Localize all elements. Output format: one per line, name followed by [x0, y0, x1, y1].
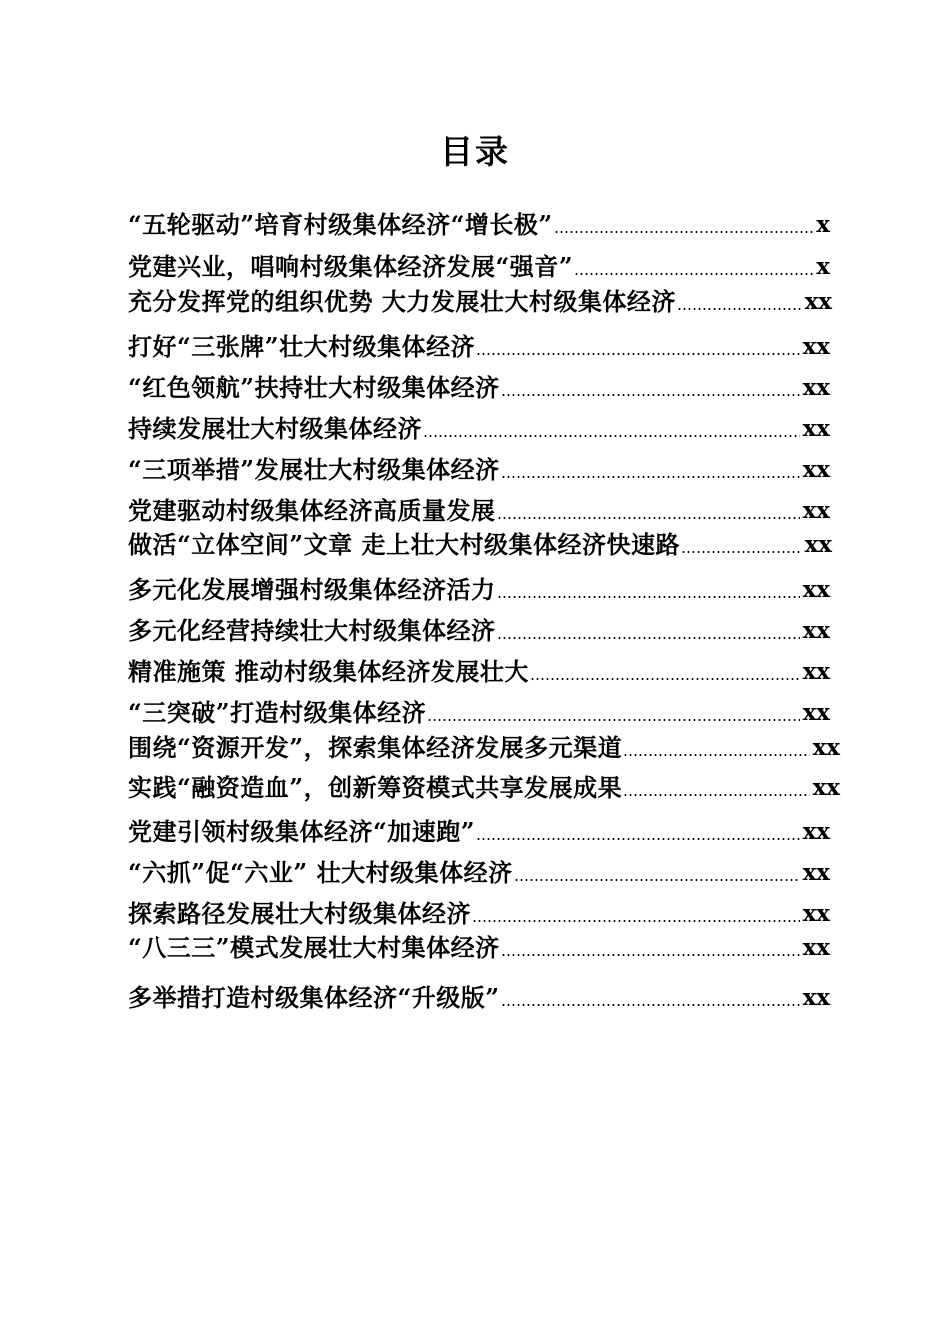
toc-entry[interactable] [128, 813, 830, 849]
dot-leader [681, 551, 802, 553]
toc-entry-title: “三突破”打造村级集体经济 [128, 698, 427, 727]
toc-entry[interactable] [128, 694, 830, 730]
toc-entry[interactable] [128, 492, 830, 528]
toc-entry-title: 持续发展壮大村级集体经济 [128, 414, 422, 443]
toc-entry[interactable] [128, 653, 830, 689]
dot-leader [427, 719, 799, 721]
dot-leader [497, 517, 800, 519]
toc-entry-title: “六抓”促“六业” 壮大村级集体经济 [128, 858, 513, 887]
dot-leader [497, 637, 800, 639]
page-title: 目录 [440, 132, 510, 172]
toc-entry-title: 党建兴业，唱响村级集体经济发展“强音” [128, 252, 574, 281]
toc-entry[interactable] [128, 612, 830, 648]
dot-leader [501, 476, 800, 478]
toc-entry-page: xx [802, 333, 830, 360]
toc-entry-title: 围绕“资源开发”，探索集体经济发展多元渠道 [128, 733, 623, 762]
toc-entry-page: xx [802, 818, 830, 845]
toc-entry[interactable] [128, 895, 830, 931]
toc-entry-title: “五轮驱动”培育村级集体经济“增长极” [128, 210, 553, 239]
toc-entry[interactable] [128, 248, 830, 284]
dot-leader [623, 754, 809, 756]
toc-entry-title: 多举措打造村级集体经济“升级版” [128, 983, 500, 1012]
toc-entry[interactable] [128, 929, 830, 965]
toc-entry-title: 党建驱动村级集体经济高质量发展 [128, 496, 496, 525]
toc-entry-page: xx [802, 374, 830, 401]
toc-entry-page: xx [802, 415, 830, 442]
toc-entry-page: xx [812, 774, 840, 801]
toc-entry-page: xx [802, 859, 830, 886]
toc-entry[interactable] [128, 729, 840, 765]
toc-entry-page: xx [804, 531, 832, 558]
toc-entry[interactable] [128, 328, 830, 364]
toc-entry-title: 做活“立体空间”文章 走上壮大村级集体经济快速路 [128, 530, 680, 559]
toc-entry-page: xx [802, 497, 830, 524]
dot-leader [554, 231, 814, 233]
dot-leader [501, 1004, 800, 1006]
toc-entry-page: xx [802, 456, 830, 483]
dot-leader [514, 879, 800, 881]
toc-entry-title: 充分发挥党的组织优势 大力发展壮大村级集体经济 [128, 287, 676, 316]
toc-entry-page: xx [802, 900, 830, 927]
toc-entry-page: x [816, 253, 830, 280]
dot-leader [476, 838, 799, 840]
toc-entry-page: xx [802, 984, 830, 1011]
toc-entry-title: 多元化经营持续壮大村级集体经济 [128, 616, 496, 645]
dot-leader [501, 394, 800, 396]
toc-entry-page: xx [802, 658, 830, 685]
toc-entry[interactable] [128, 369, 830, 405]
dot-leader [623, 794, 809, 796]
dot-leader [497, 596, 800, 598]
toc-entry-page: x [816, 211, 830, 238]
toc-entry[interactable] [128, 410, 830, 446]
toc-entry-title: “三项举措”发展壮大村级集体经济 [128, 455, 500, 484]
dot-leader [476, 353, 799, 355]
toc-entry-title: 多元化发展增强村级集体经济活力 [128, 575, 496, 604]
toc-entry-page: xx [802, 699, 830, 726]
dot-leader [472, 920, 800, 922]
toc-entry-title: 探索路径发展壮大村级集体经济 [128, 899, 471, 928]
dot-leader [574, 273, 813, 275]
toc-entry[interactable] [128, 979, 830, 1015]
toc-entry-page: xx [812, 734, 840, 761]
toc-entry[interactable] [128, 854, 830, 890]
toc-entry[interactable] [128, 526, 832, 562]
toc-entry-title: “红色领航”扶持壮大村级集体经济 [128, 373, 500, 402]
toc-entry-page: xx [802, 934, 830, 961]
dot-leader [423, 435, 800, 437]
toc-entry-page: xx [802, 617, 830, 644]
toc-entry-title: 党建引领村级集体经济“加速跑” [128, 817, 476, 846]
toc-entry[interactable] [128, 206, 830, 242]
toc-entry-page: xx [804, 288, 832, 315]
toc-entry[interactable] [128, 571, 830, 607]
toc-entry-title: “八三三”模式发展壮大村集体经济 [128, 933, 500, 962]
toc-entry[interactable] [128, 769, 840, 805]
dot-leader [677, 308, 802, 310]
toc-entry-title: 打好“三张牌”壮大村级集体经济 [128, 332, 476, 361]
dot-leader [530, 678, 800, 680]
toc-entry[interactable] [128, 451, 830, 487]
toc-entry[interactable] [128, 283, 832, 319]
toc-entry-title: 精准施策 推动村级集体经济发展壮大 [128, 657, 529, 686]
toc-entry-page: xx [802, 576, 830, 603]
toc-entry-title: 实践“融资造血”，创新筹资模式共享发展成果 [128, 773, 623, 802]
dot-leader [501, 954, 800, 956]
